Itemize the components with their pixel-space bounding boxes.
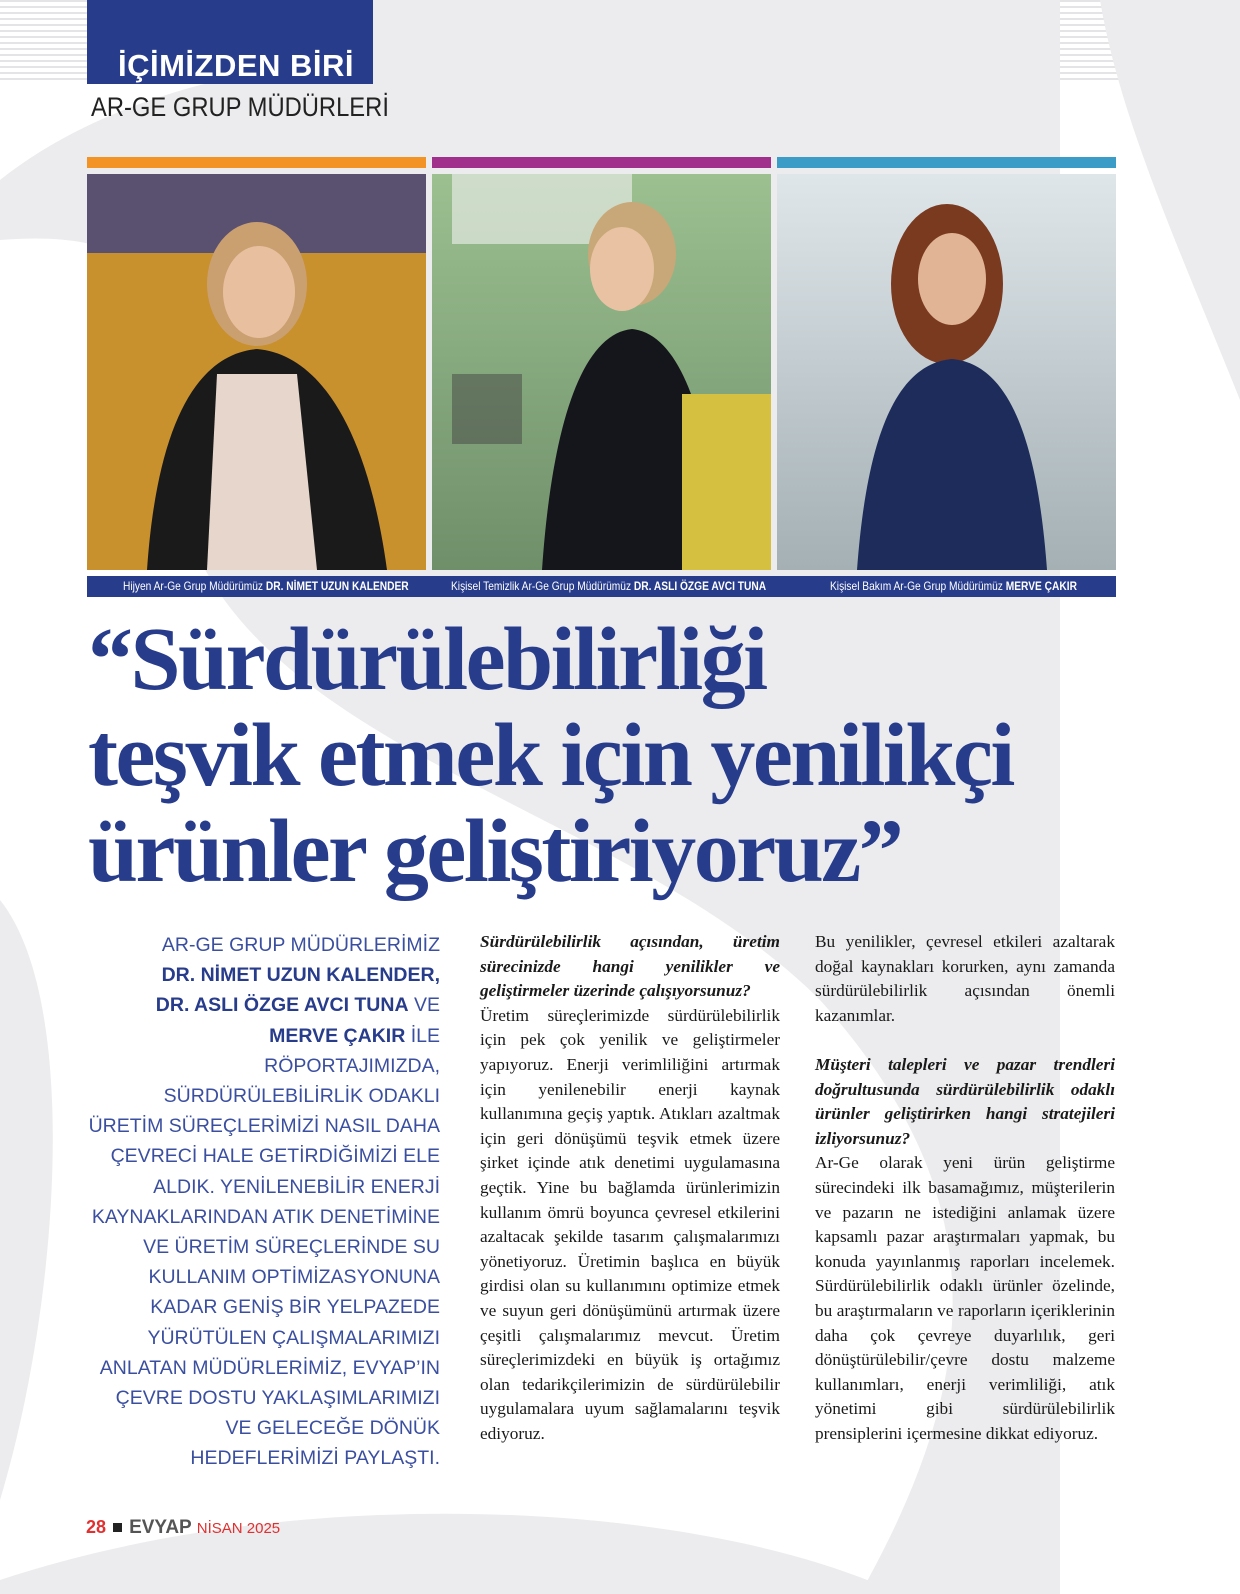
section-subtitle: AR-GE GRUP MÜDÜRLERİ	[91, 92, 389, 122]
answer-2: Ar-Ge olarak yeni ürün geliştirme sürecindeki ilk basamağımız, müşterilerin ve pazarın ne istediğini anlamak üzere kapsamlı pazar araştırmaları yapmak, bu konuda yayınlanmış raporları incelemek. Sürdürülebilirlik odaklı ürünler özelinde, bu araştırmaların ve raporların içeriklerinin daha çok çevreye duyarlılık, geri dönüştürülebilir/çevre dostu malzeme kullanımları, enerji verimliliği, atık yönetimi gibi sürdürülebilirlik prensiplerini içermesine dikkat ediyoruz.	[815, 1153, 1115, 1443]
caption-1: Hijyen Ar-Ge Grup Müdürümüz DR. NİMET UZUN KALENDER	[123, 579, 409, 593]
section-title: İÇİMİZDEN BİRİ	[118, 48, 355, 83]
answer-1: Üretim süreçlerimizde sürdürülebilirlik için pek çok yenilik ve geliştirmeler yapıyoruz. Enerji verimliliğini artırmak için yenilenebilir enerji kaynak kullanımına geçiş yaptık. Atıkları azaltmak için geri dönüşümü teşvik etmek üzere şirket içinde atık denetimi uygulamasına geçtik. Yine bu bağlamda ürünlerimizin kullanım ömrü boyunca çevresel etkilerini azaltacak şekilde tasarım çalışmalarımızı yönetiyoruz. Üretimin başlıca en büyük girdisi olan su kullanımını optimize etmek ve suyun geri dönüşümünü artırmak üzere çeşitli çalışmalarımız mevcut. Üretim süreçlerimizdeki en büyük iş ortağımız olan tedarikçilerimizin de sürdürülebilir uygulamalara uyum sağlamalarını teşvik ediyoruz.	[480, 1005, 780, 1443]
headline-line-1: “Sürdürülebilirliği	[88, 610, 766, 709]
photo-nimet-uzun-kalender	[87, 174, 426, 570]
square-bullet-icon	[113, 1523, 122, 1532]
body-column-2	[815, 930, 1115, 1446]
photo-captions-bar	[87, 576, 1116, 597]
issue-date: NİSAN 2025	[196, 1520, 281, 1537]
headline-line-3: ürünler geliştiriyoruz”	[88, 802, 902, 901]
magazine-name: EVYAP	[129, 1517, 192, 1538]
photo-asli-ozge-avci-tuna	[432, 174, 771, 570]
headline	[88, 612, 1148, 900]
answer-1-continued: Bu yenilikler, çevresel etkileri azaltarak doğal kaynakları korurken, aynı zamanda sürdürülebilirlik açısından önemli kazanımlar.	[815, 932, 1115, 1025]
purple-accent-bar	[432, 157, 771, 168]
orange-accent-bar	[87, 157, 426, 168]
question-2: Müşteri talepleri ve pazar trendleri doğrultusunda sürdürülebilirlik odaklı ürünler geliştirirken hangi stratejileri izliyorsunuz?	[815, 1054, 1115, 1148]
headline-line-2: teşvik etmek için yenilikçi	[88, 706, 1013, 805]
question-1: Sürdürülebilirlik açısından, üretim sürecinizde hangi yenilikler ve geliştirmeler üzerinde çalışıyorsunuz?	[480, 932, 780, 1001]
page-footer	[86, 1517, 280, 1539]
page-number: 28	[86, 1517, 107, 1537]
teal-accent-bar	[777, 157, 1116, 168]
caption-3: Kişisel Bakım Ar-Ge Grup Müdürümüz MERVE ÇAKIR	[830, 579, 1077, 593]
body-column-1	[480, 930, 780, 1446]
caption-2: Kişisel Temizlik Ar-Ge Grup Müdürümüz DR. ASLI ÖZGE AVCI TUNA	[451, 579, 767, 593]
intro-text: AR-GE GRUP MÜDÜRLERİMİZ DR. NİMET UZUN KALENDER, DR. ASLI ÖZGE AVCI TUNA VE MERVE ÇAKIR İLE RÖPORTAJIMIZDA, SÜRDÜRÜLEBİLİRLİK ODAKLI ÜRETİM SÜREÇLERİMİZİ NASIL DAHA ÇEVRECİ HALE GETİRDİĞİMİZİ ELE ALDIK. YENİLENEBİLİR ENERJİ KAYNAKLARINDAN ATIK DENETİMİNE VE ÜRETİM SÜREÇLERİNDE SU KULLANIM OPTİMİZASYONUNA KADAR GENİŞ BİR YELPAZEDE YÜRÜTÜLEN ÇALIŞMALARIMIZI ANLATAN MÜDÜRLERİMİZ, EVYAP’IN ÇEVRE DOSTU YAKLAŞIMLARIMIZI VE GELECEĞE DÖNÜK HEDEFLERİMİZİ PAYLAŞTI.	[88, 934, 440, 1470]
photo-merve-cakir	[777, 174, 1116, 570]
